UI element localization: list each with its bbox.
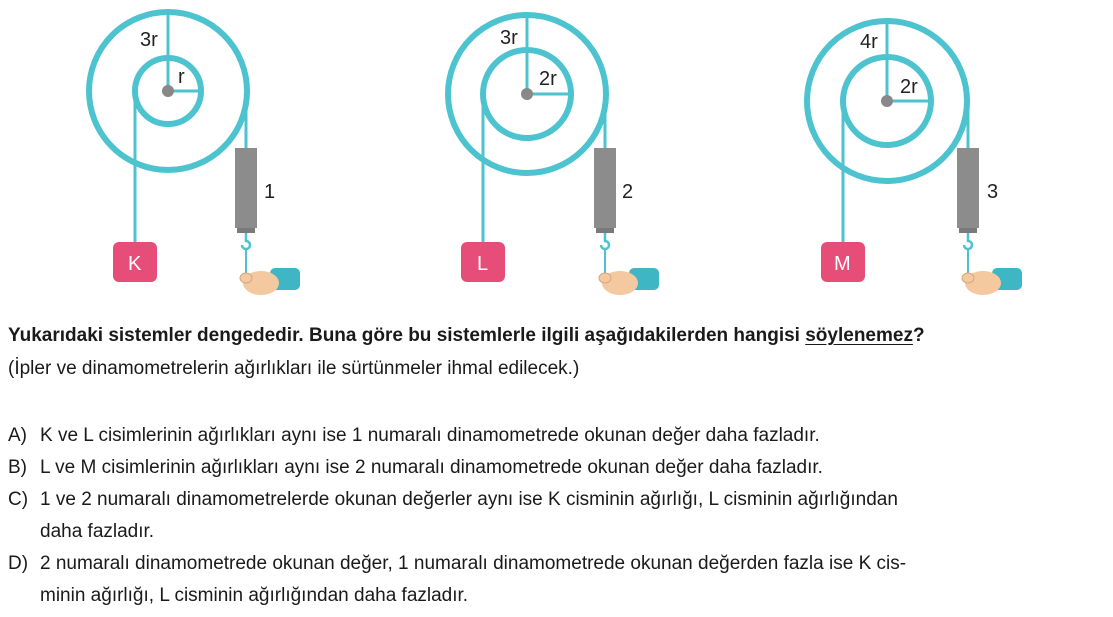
option-line: 1 ve 2 numaralı dinamometrelerde okunan değerler aynı ise K cisminin ağırlığı, L cisminin ağırlığından [40, 489, 898, 510]
figure-1 [89, 12, 300, 295]
option-line: 2 numaralı dinamometrede okunan değer, 1 numaralı dinamometrede okunan değerden fazla ise K cis- [40, 553, 907, 574]
inner-radius-label: r [178, 66, 185, 88]
hook-icon [964, 233, 972, 249]
option-text [40, 452, 1110, 484]
outer-radius-label: 3r [140, 29, 158, 51]
hook-icon [242, 233, 250, 249]
mass-box-label: L [477, 253, 489, 275]
inner-radius-label: 2r [539, 68, 557, 90]
option-letter: A) [8, 425, 27, 446]
question-text [8, 322, 1108, 350]
dynamometer-base [959, 228, 977, 233]
option-letter: C) [8, 489, 29, 510]
option-text [40, 420, 1110, 452]
option-text [40, 548, 1110, 612]
figure-3 [807, 21, 1022, 295]
inner-radius-label: 2r [900, 76, 918, 98]
option-a[interactable] [8, 420, 1110, 452]
axle [881, 95, 893, 107]
dynamometer [594, 148, 616, 228]
mass-box-label: M [834, 253, 851, 275]
dynamometer-base [237, 228, 255, 233]
option-d[interactable] [8, 548, 1110, 612]
option-letter: B) [8, 457, 27, 478]
option-line: minin ağırlığı, L cisminin ağırlığından daha fazladır. [40, 585, 469, 606]
answer-options [8, 420, 1110, 612]
option-letter: D) [8, 553, 29, 574]
option-line: K ve L cisimlerinin ağırlıkları aynı ise 1 numaralı dinamometrede okunan değer daha fazladır. [40, 425, 820, 446]
option-c[interactable] [8, 484, 1110, 548]
figure-2 [448, 15, 659, 295]
hook-icon [601, 233, 609, 249]
hand-icon [599, 268, 659, 295]
question-underlined-word: söylenemez [805, 325, 913, 346]
axle [521, 88, 533, 100]
dynamometer-label: 3 [987, 181, 999, 203]
question-prefix: Yukarıdaki sistemler dengededir. Buna göre bu sistemlerle ilgili aşağıdakilerden hangisi [8, 325, 806, 346]
option-line: L ve M cisimlerinin ağırlıkları aynı ise 2 numaralı dinamometrede okunan değer daha fazladır. [40, 457, 823, 478]
hand-icon [240, 268, 300, 295]
outer-radius-label: 4r [860, 31, 878, 53]
outer-radius-label: 3r [500, 27, 518, 49]
hand-icon [962, 268, 1022, 295]
option-text [40, 484, 1110, 548]
dynamometer-label: 1 [264, 181, 276, 203]
dynamometer [957, 148, 979, 228]
option-b[interactable] [8, 452, 1110, 484]
axle [162, 85, 174, 97]
dynamometer [235, 148, 257, 228]
dynamometer-label: 2 [622, 181, 634, 203]
question-suffix: ? [912, 325, 925, 346]
mass-box-label: K [128, 253, 142, 275]
question-note: (İpler ve dinamometrelerin ağırlıkları ile sürtünmeler ihmal edilecek.) [8, 358, 580, 379]
dynamometer-base [596, 228, 614, 233]
question-main [8, 325, 925, 346]
option-line: daha fazladır. [40, 521, 155, 542]
